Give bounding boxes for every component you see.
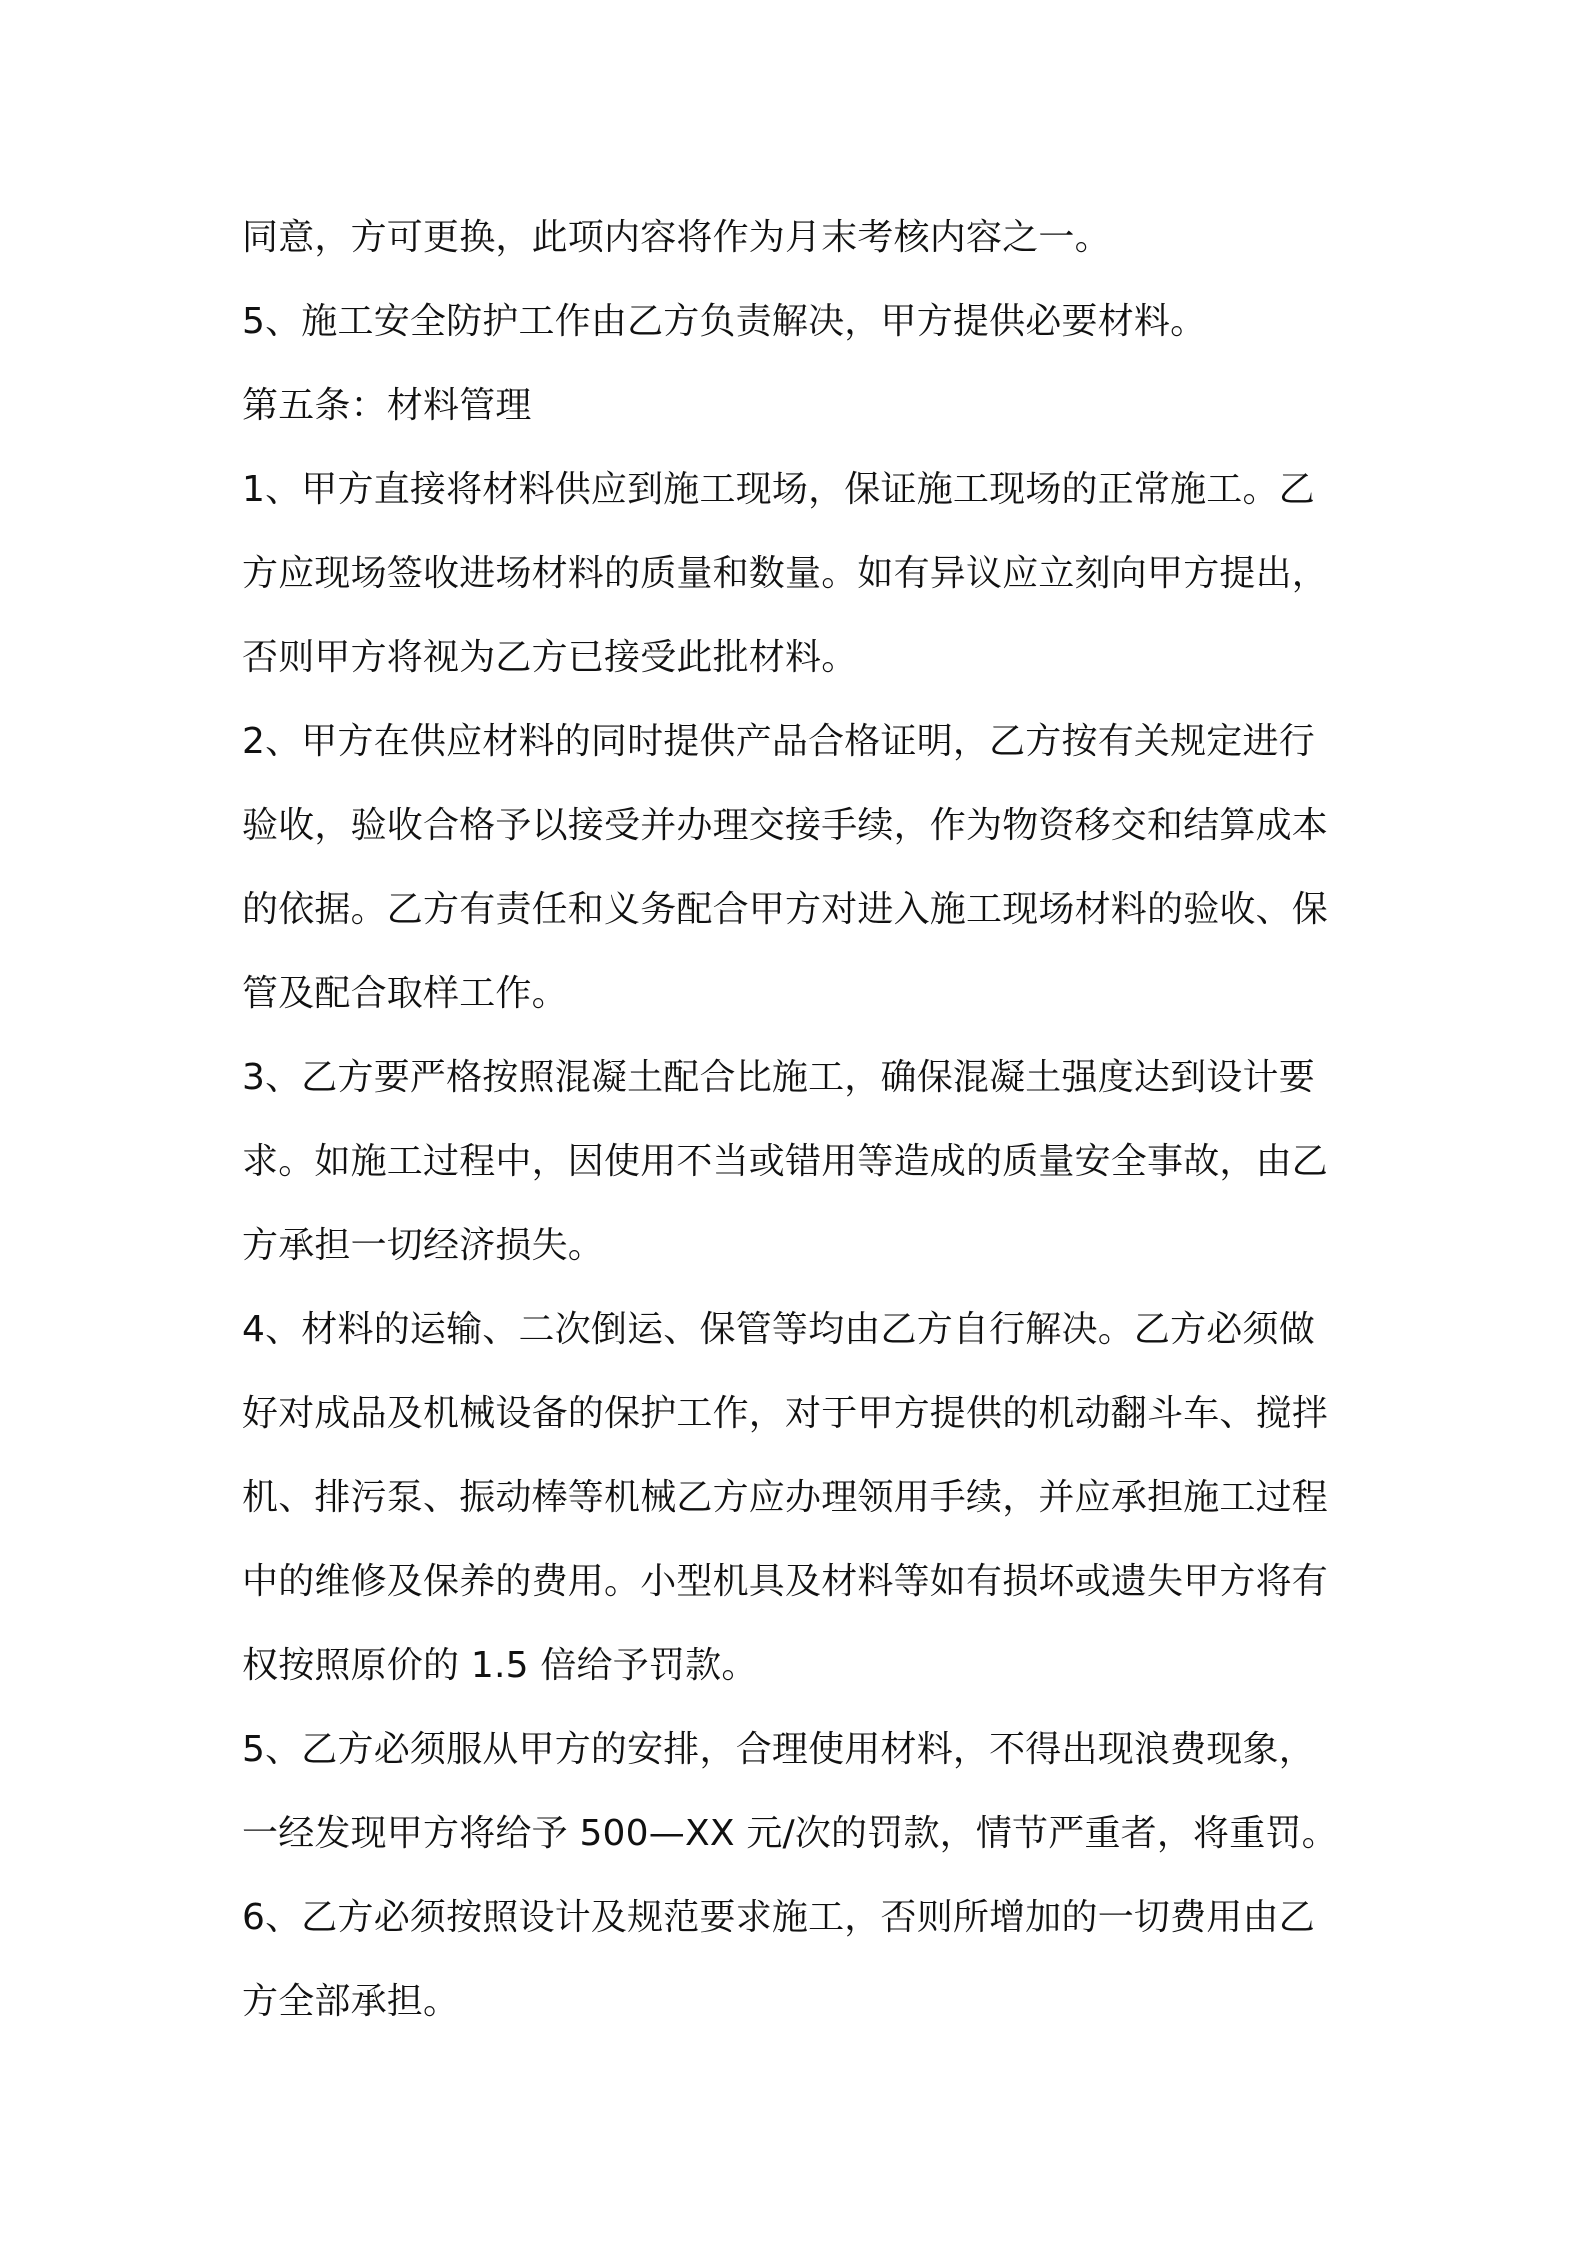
text-line: 方承担一切经济损失。 [242,1225,605,1266]
paragraph-item-1 [242,448,1357,700]
text-line: 否则甲方将视为乙方已接受此批材料。 [242,637,858,678]
text-line: 管及配合取样工作。 [242,973,568,1014]
text-line: 中的维修及保养的费用。小型机具及材料等如有损坏或遗失甲方将有 [242,1561,1329,1602]
text-line: 2、甲方在供应材料的同时提供产品合格证明，乙方按有关规定进行 [242,721,1315,762]
text-line: 方应现场签收进场材料的质量和数量。如有异议应立刻向甲方提出， [242,553,1329,594]
text-line: 的依据。乙方有责任和义务配合甲方对进入施工现场材料的验收、保 [242,889,1329,930]
text-line: 4、材料的运输、二次倒运、保管等均由乙方自行解决。乙方必须做 [242,1309,1315,1350]
text-line: 6、乙方必须按照设计及规范要求施工，否则所增加的一切费用由乙 [242,1897,1315,1938]
paragraph-item-6 [242,1876,1357,2044]
text-line: 同意，方可更换，此项内容将作为月末考核内容之一。 [242,217,1111,258]
text-line: 5、乙方必须服从甲方的安排，合理使用材料，不得出现浪费现象， [242,1729,1315,1770]
paragraph-item-4 [242,1288,1357,1708]
text-line: 3、乙方要严格按照混凝土配合比施工，确保混凝土强度达到设计要 [242,1057,1315,1098]
text-line: 第五条：材料管理 [242,385,532,426]
paragraph-item-5 [242,1708,1357,1876]
text-line: 机、排污泵、振动棒等机械乙方应办理领用手续，并应承担施工过程 [242,1477,1329,1518]
paragraph-item-5-safety [242,280,1357,364]
text-line: 权按照原价的 1.5 倍给予罚款。 [242,1645,758,1686]
text-line: 好对成品及机械设备的保护工作，对于甲方提供的机动翻斗车、搅拌 [242,1393,1329,1434]
document-body [242,196,1357,2044]
text-line: 求。如施工过程中，因使用不当或错用等造成的质量安全事故，由乙 [242,1141,1329,1182]
section-heading [242,364,1357,448]
text-line: 一经发现甲方将给予 500—XX 元/次的罚款，情节严重者，将重罚。 [242,1813,1338,1854]
text-line: 1、甲方直接将材料供应到施工现场，保证施工现场的正常施工。乙 [242,469,1315,510]
text-line: 验收，验收合格予以接受并办理交接手续，作为物资移交和结算成本 [242,805,1329,846]
paragraph-item-2 [242,700,1357,1036]
text-line: 5、施工安全防护工作由乙方负责解决，甲方提供必要材料。 [242,301,1207,342]
paragraph-continuation [242,196,1357,280]
paragraph-item-3 [242,1036,1357,1288]
text-line: 方全部承担。 [242,1981,460,2022]
